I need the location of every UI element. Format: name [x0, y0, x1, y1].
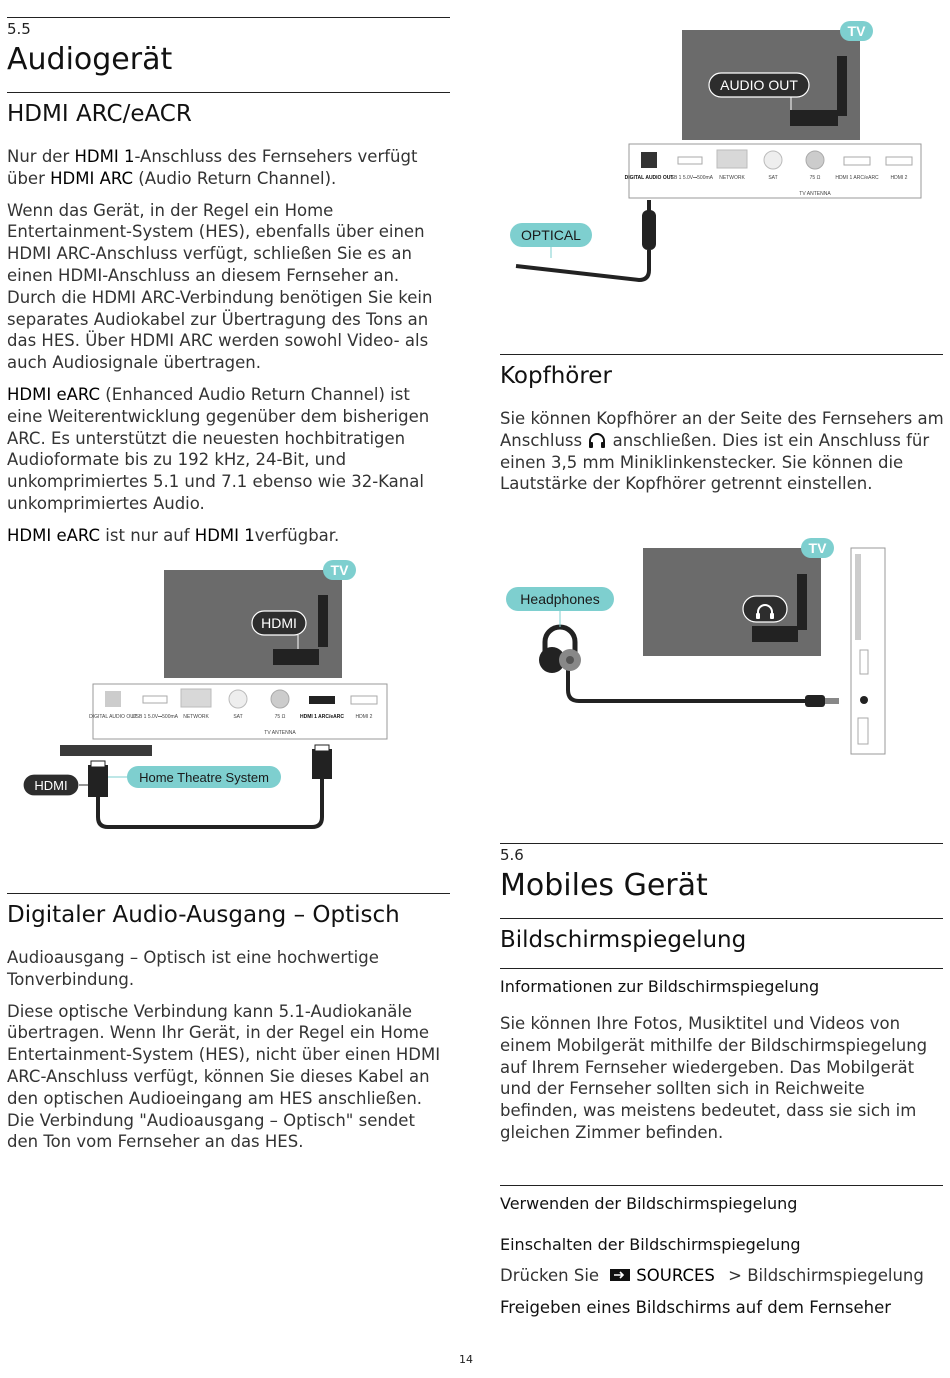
hdmi-connection-figure: [7, 555, 407, 835]
text-strong: HDMI ARC: [50, 168, 134, 188]
headphones-connection-figure: [500, 530, 945, 770]
optical-paragraph-2: Diese optische Verbindung kann 5.1-Audiokanäle übertragen. Wenn Ihr Gerät, in der Regel ein Home Entertainment-System (HES), nicht über einen HDMI ARC-Anschluss verfügt, können Sie dieses Kabel an den optischen Audioeingang am HES anschließen. Die Verbindung "Audioausgang – Optisch" sendet den Ton vom Fernseher an das HES.: [7, 1001, 441, 1152]
hdmi-plug-hts: [88, 765, 108, 797]
hdmi-cable-label-text: HDMI: [34, 778, 68, 793]
mirroring-info-body: [500, 1013, 945, 1144]
port-label: NETWORK: [719, 175, 745, 181]
port-label: NETWORK: [183, 714, 209, 720]
headphones-body: [500, 408, 945, 495]
headphones-ear-center: [566, 656, 574, 664]
optical-cable: [516, 250, 649, 280]
text: ist nur auf: [100, 525, 195, 545]
network-port: [181, 689, 211, 707]
section-rule: [500, 843, 943, 844]
hdmi-arc-paragraph-2: Wenn das Gerät, in der Regel ein Home Entertainment-System (HES), ebenfalls über einen HDMI ARC-Anschluss verfügt, schließen Sie es an einen HDMI-Anschluss an diesem Fernseher an. Durch die HDMI ARC-Verbindung benötigen Sie kein separates Audiokabel zur Übertragung des Tons an das HES. Über HDMI ARC werden sowohl Video- als auch Audiosignale übertragen.: [7, 200, 433, 373]
tv-port-block: [752, 626, 798, 642]
port-label: USB 1 5.0V⎓500mA: [667, 175, 713, 181]
optical-port: [641, 152, 657, 168]
sat-port: [229, 690, 247, 708]
tv-badge-text: TV: [330, 562, 349, 578]
hdmi-plug-tv: [312, 749, 332, 779]
hdmi-arc-body: [7, 146, 447, 547]
side-hdmi-port: [858, 718, 868, 744]
mirroring-enable-instruction: [500, 1266, 924, 1285]
tv-badge-text: TV: [847, 23, 866, 39]
hts-label-text: Home Theatre System: [139, 770, 269, 785]
headphones-heading: Kopfhörer: [500, 363, 612, 389]
mirroring-share-heading: Freigeben eines Bildschirms auf dem Fernseher: [500, 1298, 892, 1317]
port-label: 75 Ω: [274, 714, 286, 720]
audio-out-label-text: AUDIO OUT: [720, 77, 798, 93]
hdmi2-port: [351, 696, 377, 704]
antenna-label: TV ANTENNA: [264, 730, 296, 736]
text: (Audio Return Channel).: [133, 168, 337, 188]
side-headphone-port: [860, 696, 868, 704]
subheading-rule: [500, 968, 943, 969]
text: > Bildschirmspiegelung: [722, 1266, 924, 1285]
mirroring-heading: Bildschirmspiegelung: [500, 927, 747, 953]
tv-cable-slot: [837, 56, 847, 116]
hdmi-plug-tip: [91, 761, 105, 767]
optical-plug: [642, 210, 656, 250]
headphone-cable: [568, 670, 805, 701]
hdmi-arc-paragraph-4: [7, 525, 447, 547]
hdmi-arc-paragraph-3: [7, 384, 447, 515]
text: (Enhanced Audio Return Channel) ist eine Weiterentwicklung gegenüber dem bisherigen ARC. Es unterstützt die neuesten hochbitratigen Audioformate bis zu 192 kHz, 24-Bit, und unkomprimiertes 5.1 und 7.1 ebenso wie 32-Kanal unkomprimiertes Audio.: [7, 384, 430, 513]
side-usb-port: [860, 650, 868, 674]
mirroring-use-heading: Verwenden der Bildschirmspiegelung: [500, 1194, 798, 1213]
optical-connection-figure: [500, 18, 945, 288]
port-label: DIGITAL AUDIO OUT: [624, 175, 674, 181]
antenna-port: [271, 690, 289, 708]
hdmi-plug-tip: [315, 745, 329, 751]
text-strong: HDMI eARC: [7, 525, 101, 545]
headphones-icon: [587, 432, 607, 449]
antenna-port: [806, 151, 824, 169]
optical-heading: Digitaler Audio-Ausgang – Optisch: [7, 902, 400, 928]
port-label: HDMI 1 ARC/eARC: [300, 714, 344, 720]
side-slot: [855, 554, 861, 640]
text: -Anschluss des Fernsehers verfügt über: [7, 147, 418, 188]
text: Sie können Kopfhörer an der Seite des Fernsehers am Anschluss: [500, 409, 944, 450]
hdmi-arc-paragraph-1: [7, 146, 447, 190]
section-title: Audiogerät: [7, 42, 173, 77]
section-number: 5.5: [7, 20, 31, 38]
hdmi-arc-heading: HDMI ARC/eACR: [7, 101, 192, 127]
port-label: USB 1 5.0V⎓500mA: [132, 714, 178, 720]
text-strong: HDMI 1: [194, 525, 255, 545]
text: Drücken Sie: [500, 1266, 605, 1285]
mirroring-info-paragraph: Sie können Ihre Fotos, Musiktitel und Videos von einem Mobilgerät mithilfe der Bildschirmspiegelung auf Ihrem Fernseher wiedergeben. Das Mobilgerät und der Fernseher sollten sich in Reichweite befinden, was meistens bedeutet, dass sie sich im gleichen Zimmer befinden.: [500, 1014, 928, 1142]
text-strong: SOURCES: [636, 1266, 715, 1285]
heading-rule: [500, 354, 943, 355]
text: verfügbar.: [254, 525, 340, 545]
heading-rule: [7, 893, 450, 894]
headphone-jack-plug: [805, 695, 825, 707]
mirroring-info-heading: Informationen zur Bildschirmspiegelung: [500, 977, 820, 996]
text: anschließen. Dies ist ein Anschluss für einen 3,5 mm Miniklinkenstecker. Sie können die Lautstärke der Kopfhörer getrennt einstellen.: [500, 430, 930, 494]
hdmi2-port: [886, 157, 912, 165]
tv-port-block: [273, 649, 319, 665]
hdmi1-port: [844, 157, 870, 165]
text-strong: HDMI eARC: [7, 384, 101, 404]
headphone-jack-label: [743, 596, 787, 622]
text: Nur der: [7, 147, 75, 166]
port-label: SAT: [768, 175, 778, 181]
usb-port: [678, 157, 702, 164]
usb-port: [143, 696, 167, 703]
port-label: SAT: [233, 714, 243, 720]
section-rule: [7, 17, 450, 18]
tv-cable-slot: [318, 595, 328, 647]
port-label: HDMI 2: [355, 714, 373, 720]
text-strong: HDMI 1: [74, 147, 135, 166]
sources-icon: [610, 1268, 632, 1282]
port-label: 75 Ω: [809, 175, 821, 181]
hdmi-tv-label-text: HDMI: [261, 615, 297, 631]
headphone-jack-tip: [825, 698, 839, 704]
heading-rule: [7, 92, 450, 93]
port-label: HDMI 1 ARC/eARC: [835, 175, 879, 181]
antenna-label: TV ANTENNA: [799, 191, 831, 197]
optical-label-text: OPTICAL: [521, 227, 581, 243]
sat-port: [764, 151, 782, 169]
optical-body: [7, 947, 447, 1153]
section-number: 5.6: [500, 846, 524, 864]
home-theatre-device: [60, 745, 152, 756]
tv-badge-text: TV: [808, 540, 827, 556]
tv-port-block: [790, 110, 838, 126]
page-number: 14: [459, 1353, 473, 1366]
headphones-label-text: Headphones: [520, 591, 600, 607]
port-label: HDMI 2: [890, 175, 908, 181]
headphones-paragraph: [500, 408, 945, 495]
port-label: DIGITAL AUDIO OUT: [89, 714, 137, 720]
optical-port: [105, 691, 121, 707]
mirroring-enable-heading: Einschalten der Bildschirmspiegelung: [500, 1235, 801, 1254]
network-port: [717, 150, 747, 168]
hdmi1-port: [309, 696, 335, 704]
subheading-rule: [500, 1185, 943, 1186]
heading-rule: [500, 918, 943, 919]
section-title: Mobiles Gerät: [500, 868, 708, 903]
tv-cable-slot: [797, 574, 807, 630]
optical-paragraph-1: Audioausgang – Optisch ist eine hochwertige Tonverbindung.: [7, 948, 379, 989]
